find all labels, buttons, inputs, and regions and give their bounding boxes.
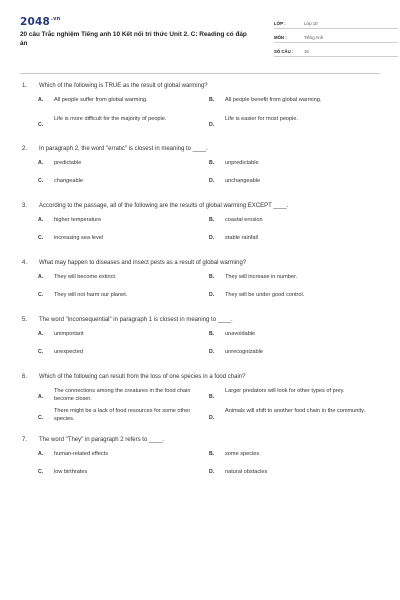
option-letter: B. (209, 160, 215, 166)
header-divider (20, 73, 380, 74)
option-text: unrecognizable (225, 349, 263, 355)
option-text: natural obstacles (225, 469, 268, 475)
options-row (22, 177, 378, 195)
options-row (22, 234, 378, 252)
document-title: 20 câu Trắc nghiệm Tiếng anh 10 Kết nối tri thức Unit 2. C: Reading có đáp án (20, 31, 247, 47)
option-a[interactable] (22, 159, 193, 177)
option-text: higher temperature (54, 217, 102, 223)
option-text: Larger predators will look for other types of prey. (225, 388, 345, 394)
option-text: changeable (54, 178, 83, 184)
meta-label: SỐ CÂU : (274, 49, 294, 54)
question-text: According to the passage, all of the following are the results of global warming EXCEPT ____. (39, 203, 289, 209)
question-number: 6. (22, 374, 28, 380)
question-number: 2. (22, 146, 28, 152)
option-d[interactable] (193, 348, 369, 366)
option-text: coastal erosion (225, 217, 263, 223)
question-number: 3. (22, 203, 28, 209)
option-letter: B. (209, 451, 215, 457)
options-row (22, 468, 378, 486)
option-a[interactable] (22, 216, 193, 234)
question-text: Which of the following can result from the loss of one species in a food chain? (39, 374, 246, 380)
question-stem (22, 259, 378, 273)
option-b[interactable] (193, 159, 369, 177)
question-3 (22, 202, 378, 252)
meta-row-subject (274, 30, 398, 43)
option-letter: B. (209, 217, 215, 223)
option-letter: B. (209, 274, 215, 280)
question-number: 7. (22, 437, 28, 443)
document-header (20, 16, 378, 78)
option-c[interactable] (22, 348, 193, 366)
options-row (22, 96, 378, 115)
option-a[interactable] (22, 387, 193, 407)
question-2 (22, 145, 378, 195)
option-b[interactable] (193, 387, 369, 407)
question-stem (22, 145, 378, 159)
option-text: low birthrates (54, 469, 88, 475)
meta-label: MÔN : (274, 35, 287, 40)
option-text: All people suffer from global warming. (54, 97, 148, 103)
option-b[interactable] (193, 273, 369, 291)
meta-label: LỚP : (274, 21, 286, 26)
option-letter: D. (209, 414, 215, 421)
option-letter: C. (38, 349, 44, 355)
question-6 (22, 373, 378, 428)
option-text: unimportant (54, 331, 84, 337)
option-a[interactable] (22, 96, 193, 115)
option-text: increasing sea level (54, 235, 104, 241)
question-list (22, 82, 378, 486)
option-letter: D. (209, 122, 215, 128)
option-d[interactable] (193, 291, 369, 309)
option-letter: B. (209, 394, 215, 400)
option-text: unchangeable (225, 178, 261, 184)
option-text: They will not harm our planet. (54, 292, 128, 298)
question-text: In paragraph 2, the word "erratic" is closest in meaning to ____. (39, 146, 208, 152)
question-text: The word "They" in paragraph 2 refers to ____. (39, 437, 164, 443)
question-7 (22, 436, 378, 486)
options-row (22, 330, 378, 348)
option-c[interactable] (22, 234, 193, 252)
option-b[interactable] (193, 330, 369, 348)
question-4 (22, 259, 378, 309)
options-row (22, 348, 378, 366)
option-text: unpredictable (225, 160, 259, 166)
question-text: The word "inconsequential" in paragraph 1 is closest in meaning to ____. (39, 317, 233, 323)
option-letter: C. (38, 469, 44, 475)
option-letter: D. (209, 469, 215, 475)
option-c[interactable] (22, 468, 193, 486)
option-d[interactable] (193, 234, 369, 252)
logo-text: 2048 (20, 16, 51, 28)
option-letter: A. (38, 394, 44, 400)
meta-value: 16 (304, 49, 309, 54)
option-letter: D. (209, 178, 215, 184)
logo-tld: .vn (51, 16, 61, 22)
option-a[interactable] (22, 273, 193, 291)
option-text: All people benefit from global warming. (225, 97, 322, 103)
option-letter: A. (38, 451, 44, 457)
option-text: stable rainfall (225, 235, 258, 241)
options-row (22, 115, 378, 135)
question-stem (22, 373, 378, 387)
option-letter: A. (38, 160, 44, 166)
question-stem (22, 316, 378, 330)
option-text: some species (225, 451, 260, 457)
options-row (22, 216, 378, 234)
option-text: They will be under good control. (225, 292, 305, 298)
meta-value: Lớp 10 (304, 21, 318, 26)
option-b[interactable] (193, 216, 369, 234)
option-text: human-related effects (54, 451, 109, 457)
meta-row-count (274, 44, 398, 57)
question-number: 4. (22, 260, 28, 266)
option-b[interactable] (193, 450, 369, 468)
option-letter: A. (38, 97, 44, 103)
options-row (22, 450, 378, 468)
option-c[interactable] (22, 115, 193, 135)
option-d[interactable] (193, 115, 369, 135)
option-text: The connections among the creatures in the food chain become closer. (54, 388, 191, 402)
option-text: They will increase in number. (225, 274, 298, 280)
options-row (22, 273, 378, 291)
options-row (22, 407, 378, 428)
option-letter: C. (38, 414, 44, 421)
site-logo[interactable] (20, 16, 60, 28)
option-d[interactable] (193, 407, 369, 428)
option-text: Life is easier for most people. (225, 116, 299, 122)
option-d[interactable] (193, 177, 369, 195)
option-text: They will become extinct. (54, 274, 117, 280)
option-letter: A. (38, 217, 44, 223)
options-row (22, 387, 378, 407)
option-letter: A. (38, 274, 44, 280)
question-1 (22, 82, 378, 135)
option-letter: D. (209, 292, 215, 298)
option-letter: A. (38, 331, 44, 337)
question-number: 5. (22, 317, 28, 323)
option-letter: B. (209, 97, 215, 103)
option-text: unexpected (54, 349, 83, 355)
question-number: 1. (22, 83, 28, 89)
option-letter: B. (209, 331, 215, 337)
question-5 (22, 316, 378, 366)
option-c[interactable] (22, 291, 193, 309)
meta-box (274, 16, 398, 58)
option-letter: D. (209, 349, 215, 355)
question-text: Which of the following is TRUE as the result of global warming? (39, 83, 208, 89)
option-text: Animals will shift to another food chain in the community. (225, 408, 366, 414)
option-text: Life is more difficult for the majority of people. (54, 116, 167, 122)
option-c[interactable] (22, 407, 193, 428)
meta-row-class (274, 16, 398, 29)
option-letter: D. (209, 235, 215, 241)
option-text: predictable (54, 160, 82, 166)
options-row (22, 159, 378, 177)
option-b[interactable] (193, 96, 369, 115)
question-stem (22, 82, 378, 96)
option-c[interactable] (22, 177, 193, 195)
option-d[interactable] (193, 468, 369, 486)
options-row (22, 291, 378, 309)
option-text: There might be a lack of food resources for some other species. (54, 408, 191, 422)
option-letter: C. (38, 122, 44, 128)
option-a[interactable] (22, 330, 193, 348)
option-letter: C. (38, 235, 44, 241)
question-stem (22, 202, 378, 216)
meta-value: Tiếng Anh (304, 35, 324, 40)
option-a[interactable] (22, 450, 193, 468)
option-letter: C. (38, 178, 44, 184)
question-text: What may happen to diseases and insect pests as a result of global warming? (39, 260, 247, 266)
question-stem (22, 436, 378, 450)
option-letter: C. (38, 292, 44, 298)
option-text: unavoidable (225, 331, 256, 337)
